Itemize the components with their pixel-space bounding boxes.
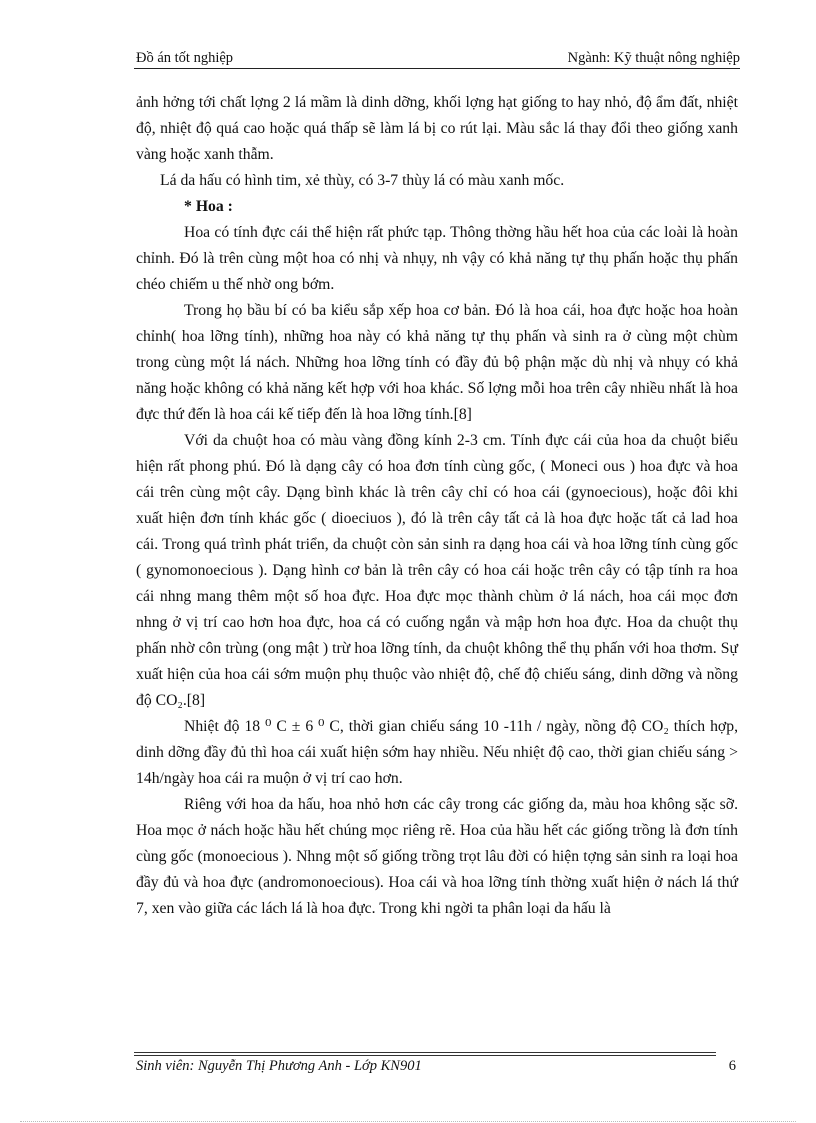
page-edge-divider	[20, 1121, 796, 1122]
paragraph-5: Với da chuột hoa có màu vàng đồng kính 2-3 cm. Tính đực cái của hoa da chuột biểu hiện rất phong phú. Đó là dạng cây có hoa đơn tính cùng gốc, ( Moneci ous ) hoa đực và hoa cái trên cùng một cây. Dạng bình khác là trên cây chỉ có hoa cái (gynoecious), hoặc đôi khi xuất hiện đơn tính khác gốc ( dioeciuos ), đó là trên cây tất cả là hoa đực hoặc tất cả lad hoa cái. Trong quá trình phát triển, da chuột còn sản sinh ra dạng hoa cái và hoa lỡng tính cùng gốc ( gynomonoecious ). Dạng hình cơ bản là trên cây có hoa cái hoặc trên cây có tập tính ra hoa cái nhng mang thêm một số hoa đực. Hoa đực mọc thành chùm ở lá nách, hoa cái mọc đơn nhng ở vị trí cao hơn hoa đực, hoa cá có cuống ngắn và mập hơn hoa đực. Hoa da chuột thụ phấn nhờ côn trùng (ong mật ) trừ hoa lỡng tính, da chuột không thể thụ phấn với hoa thơm. Sự xuất hiện của hoa cái sớm muộn phụ thuộc vào nhiệt độ, chế độ chiếu sáng, dinh dỡng và nồng độ CO₂.[8]	[136, 432, 738, 709]
section-heading-text: Hoa :	[195, 198, 233, 215]
footer-divider-top	[134, 1052, 716, 1053]
section-heading	[136, 194, 738, 220]
paragraph-7: Riêng với hoa da hấu, hoa nhỏ hơn các cây trong các giống da, màu hoa không sặc sỡ. Hoa mọc ở nách hoặc hầu hết chúng mọc riêng rẽ. Hoa của hầu hết các giống trồng là đơn tính cùng gốc (monoecious ). Nhng một số giống trồng trọt lâu đời có hiện tợng sản sinh ra loại hoa đầy đủ và hoa đực (andromonoecious). Hoa cái và hoa lỡng tính thờng xuất hiện ở nách lá thứ 7, xen vào giữa các lách lá là hoa đực. Trong khi ngời ta phân loại da hấu là	[136, 796, 738, 917]
page-number: 6	[728, 1058, 736, 1074]
header-thesis-title: Đồ án tốt nghiệp	[136, 50, 234, 66]
bullet-star-icon: *	[184, 198, 192, 215]
header-divider	[134, 68, 740, 69]
footer-student-info: Sinh viên: Nguyễn Thị Phương Anh - Lớp KN901	[136, 1058, 422, 1074]
header-major: Ngành: Kỹ thuật nông nghiệp	[567, 50, 740, 66]
paragraph-4: Trong họ bầu bí có ba kiểu sắp xếp hoa cơ bản. Đó là hoa cái, hoa đực hoặc hoa hoàn chỉnh( hoa lỡng tính), những hoa này có khả năng tự thụ phấn và sinh ra ở cùng một chùm trong cùng một lá nách. Những hoa lỡng tính có đầy đủ bộ phận mặc dù nhị và nhụy có khả năng hoặc không có khả năng kết hợp với hoa khác. Số lợng mỗi hoa trên cây nhiều nhất là hoa đực thứ đến là hoa cái kế tiếp đến là hoa lỡng tính.[8]	[136, 302, 738, 423]
paragraph-1: ảnh hởng tới chất lợng 2 lá mầm là dinh dỡng, khối lợng hạt giống to hay nhỏ, độ ẩm đất, nhiệt độ, nhiệt độ quá cao hoặc quá thấp sẽ làm lá bị co rút lại. Màu sắc lá thay đổi theo giống xanh vàng hoặc xanh thẫm.	[136, 94, 738, 163]
document-body	[136, 90, 738, 922]
paragraph-6: Nhiệt độ 18 ⁰ C ± 6 ⁰ C, thời gian chiếu sáng 10 -11h / ngày, nồng độ CO₂ thích hợp, dinh dỡng đầy đủ thì hoa cái xuất hiện sớm hay nhiều. Nếu nhiệt độ cao, thời gian chiếu sáng > 14h/ngày hoa cái ra muộn ở vị trí cao hơn.	[136, 718, 738, 787]
paragraph-2: Lá da hấu có hình tim, xẻ thùy, có 3-7 thùy lá có màu xanh mốc.	[160, 172, 565, 189]
page-footer	[136, 1058, 740, 1080]
paragraph-3: Hoa có tính đực cái thể hiện rất phức tạp. Thông thờng hầu hết hoa của các loài là hoàn chỉnh. Đó là trên cùng một hoa có nhị và nhụy, nh vậy có khả năng tự thụ phấn hoặc thụ phấn chéo chiếm u thế nhờ ong bớm.	[136, 224, 738, 293]
footer-divider-bottom	[134, 1055, 716, 1056]
